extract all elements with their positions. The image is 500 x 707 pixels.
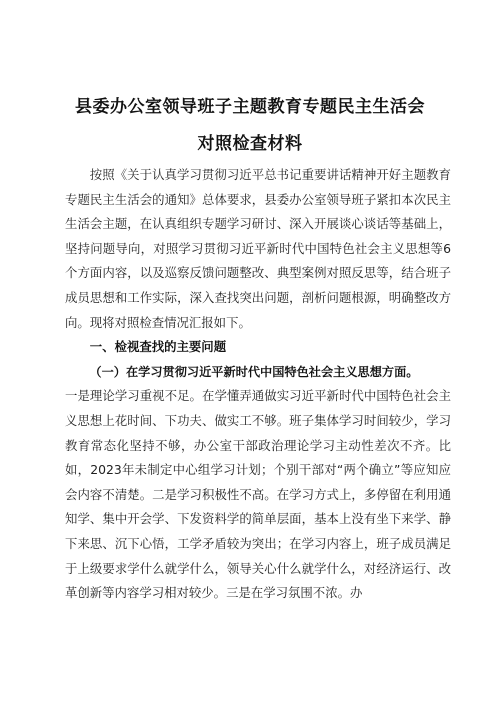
subsection-heading: （一）在学习贯彻习近平新时代中国特色社会主义思想方面。: [89, 364, 419, 379]
body-paragraph: 一是理论学习重视不足。在学懂弄通做实习近平新时代中国特色社会主义思想上花时间、下功夫、做实工不够。班子集体学习时间较少，学习教育常态化坚持不够，办公室干部政治理论学习主动性差次不齐。比如，2023年未制定中心组学习计划；个别干部对“两个确立”等应知应会内容不清楚。二是学习积极性不高。在学习方式上，多停留在利用通知学、集中开会学、下发资料学的简单层面，基本上没有坐下来学、静下来思、沉下心悟，工学矛盾较为突出；在学习内容上，班子成员满足于上级要求学什么就学什么，领导关心什么就学什么，对经济运行、改革创新等内容学习相对较少。三是在学习氛围不浓。办: [65, 388, 451, 601]
document-title-line2: 对照检查材料: [197, 134, 303, 154]
document-body: [65, 163, 451, 606]
intro-paragraph: 按照《关于认真学习贯彻习近平总书记重要讲话精神开好主题教育专题民主生活会的通知》总体要求，县委办公室领导班子紧扣本次民主生活会主题，在认真组织专题学习研讨、深入开展谈心谈话等基础上，坚持问题导向，对照学习贯彻习近平新时代中国特色社会主义思想等6个方面内容，以及巡察反馈问题整改、典型案例对照反思等，结合班子成员思想和工作实际，深入查找突出问题，剖析问题根源，明确整改方向。现将对照检查情况汇报如下。: [65, 167, 451, 330]
document-title-line1: 县委办公室领导班子主题教育专题民主生活会: [75, 97, 425, 117]
section-heading: 一、检视查找的主要问题: [89, 339, 227, 355]
